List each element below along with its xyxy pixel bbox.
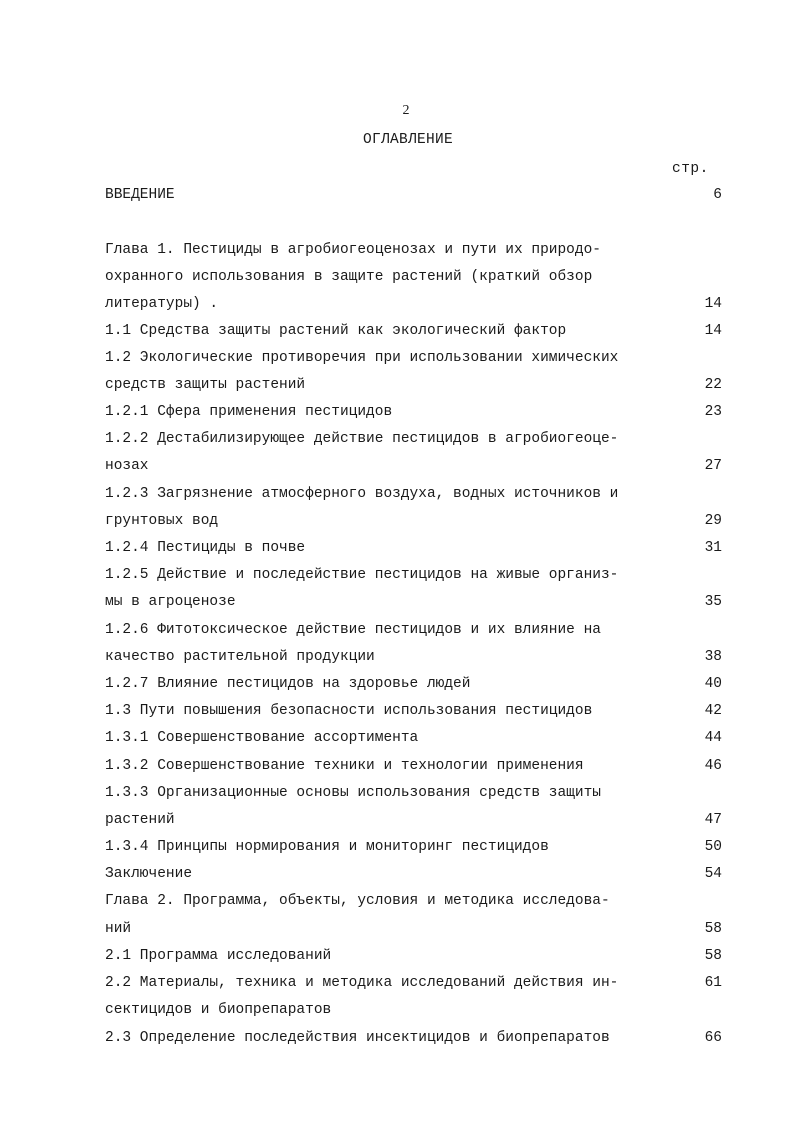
page-column-label: стр. (672, 161, 709, 177)
toc-entry-page: 27 (704, 458, 722, 474)
toc-entry-page: 58 (704, 948, 722, 964)
toc-entry-page: 47 (704, 812, 722, 828)
toc-entry-text: растений (105, 812, 175, 828)
toc-entry-text: качество растительной продукции (105, 649, 375, 665)
toc-entry-page: 22 (704, 377, 722, 393)
toc-title: ОГЛАВЛЕНИЕ (362, 132, 453, 148)
toc-entry-text: 1.2 Экологические противоречия при использовании химических (105, 350, 619, 366)
toc-entry-page: 66 (704, 1030, 722, 1046)
toc-entry-page: 23 (704, 404, 722, 420)
toc-entry-text: 1.3.2 Совершенствование техники и технологии применения (105, 758, 584, 774)
toc-entry-text: мы в агроценозе (105, 594, 236, 610)
toc-entry-text: Глава 2. Программа, объекты, условия и методика исследова- (105, 893, 610, 909)
toc-entry-text: нозах (105, 458, 149, 474)
toc-entry-text: Заключение (105, 866, 193, 882)
toc-entry-text: 1.2.5 Действие и последействие пестицидов на живые организ- (105, 567, 619, 583)
toc-entry-page: 40 (704, 676, 722, 692)
toc-entry-text: 1.3 Пути повышения безопасности использования пестицидов (105, 703, 593, 719)
toc-entry-page: 58 (704, 921, 722, 937)
toc-entry-page: 44 (704, 730, 722, 746)
toc-entry-page: 46 (704, 758, 722, 774)
toc-entry-page: 14 (704, 296, 722, 312)
toc-entry-text: 1.3.1 Совершенствование ассортимента (105, 730, 419, 746)
toc-entry-text: 1.3.4 Принципы нормирования и мониторинг пестицидов (105, 839, 549, 855)
toc-entry-page: 42 (704, 703, 722, 719)
toc-entry-text: Глава 1. Пестициды в агробиогеоценозах и пути их природо- (105, 242, 601, 258)
toc-entry-page: 35 (704, 594, 722, 610)
toc-entry-page: 31 (704, 540, 722, 556)
toc-entry-text: 1.2.3 Загрязнение атмосферного воздуха, водных источников и (105, 486, 619, 502)
toc-entry-text: 1.2.4 Пестициды в почве (105, 540, 306, 556)
toc-entry-text: ний (105, 921, 132, 937)
toc-entry-text: 1.2.1 Сфера применения пестицидов (105, 404, 393, 420)
page-number: 2 (402, 103, 410, 118)
toc-entry-text: 1.2.2 Дестабилизирующее действие пестицидов в агробиогеоце- (105, 431, 619, 447)
toc-entry-page: 38 (704, 649, 722, 665)
toc-entry-text: 1.2.6 Фитотоксическое действие пестицидов и их влияние на (105, 622, 601, 638)
toc-entry-text: 1.2.7 Влияние пестицидов на здоровье людей (105, 676, 471, 692)
toc-entry-text: охранного использования в защите растений (краткий обзор (105, 269, 593, 285)
toc-entry-text: 1.3.3 Организационные основы использования средств защиты (105, 785, 601, 801)
toc-entry-text: средств защиты растений (105, 377, 306, 393)
toc-entry-text: 1.1 Средства защиты растений как экологический фактор (105, 323, 567, 339)
toc-entry-page: 29 (704, 513, 722, 529)
toc-entry-page: 50 (704, 839, 722, 855)
toc-entry-text: грунтовых вод (105, 513, 219, 529)
toc-entry-page: 54 (704, 866, 722, 882)
toc-entry-text: 2.1 Программа исследований (105, 948, 332, 964)
toc-entry-text: 2.3 Определение последействия инсектицидов и биопрепаратов (105, 1030, 610, 1046)
toc-entry-text: 2.2 Материалы, техника и методика исследований действия ин- (105, 975, 619, 991)
toc-entry-text: сектицидов и биопрепаратов (105, 1002, 332, 1018)
toc-entry-page: 61 (704, 975, 722, 991)
toc-entry-text: ВВЕДЕНИЕ (105, 187, 175, 203)
toc-entry-text: литературы) . (105, 296, 219, 312)
toc-entry-page: 14 (704, 323, 722, 339)
toc-entry-page: 6 (713, 187, 722, 203)
